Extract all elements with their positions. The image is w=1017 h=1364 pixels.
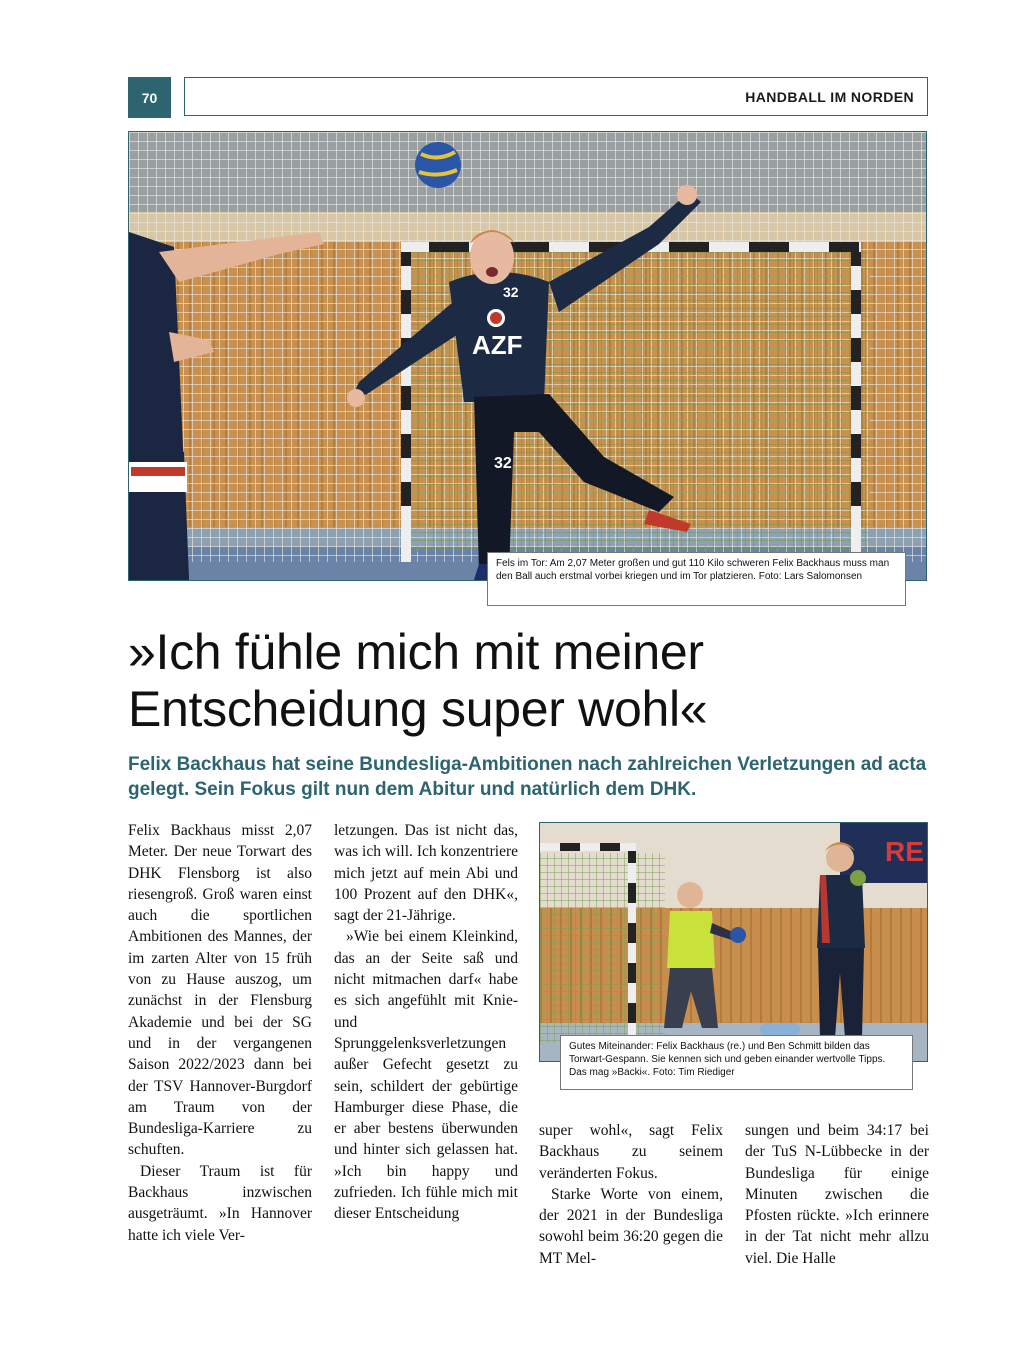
training-illustration bbox=[540, 823, 927, 1061]
article-column-4 bbox=[745, 1120, 929, 1269]
jersey-sponsor: AZF bbox=[472, 330, 523, 360]
article-column-2 bbox=[334, 820, 518, 1225]
secondary-photo bbox=[539, 822, 928, 1062]
article-subline: Felix Backhaus hat seine Bundesliga-Ambitionen nach zahlreichen Verletzungen ad acta gelegt. Sein Fokus gilt nun dem Abitur und natürlich dem DHK. bbox=[128, 754, 927, 800]
paragraph: Felix Backhaus misst 2,07 Meter. Der neue Torwart des DHK Flensborg ist also riesengroß. Groß waren einst auch die sportlichen Ambitionen des Mannes, der im zarten Alter von 15 früh von zu Hause auszog, um zunächst in der Flensburg Akademie und bei der SG und in der vergangenen Saison 2022/2023 dann bei der TSV Hannover-Burgdorf am Traum von der Bundesliga-Karriere zu schuften. bbox=[128, 822, 312, 1159]
handball-ball bbox=[415, 142, 461, 188]
paragraph: Starke Worte von einem, der 2021 in der Bundesliga sowohl beim 36:20 gegen die MT Mel- bbox=[539, 1185, 723, 1267]
paragraph: Dieser Traum ist für Backhaus inzwischen ausgeträumt. »In Hannover hatte ich viele Ver- bbox=[128, 1162, 312, 1244]
jersey-number: 32 bbox=[503, 284, 519, 300]
main-photo-caption: Fels im Tor: Am 2,07 Meter großen und gut 110 Kilo schweren Felix Backhaus muss man den Ball auch erstmal vorbei kriegen und im Tor platzieren. Foto: Lars Salomonsen bbox=[487, 552, 906, 606]
article-column-1 bbox=[128, 820, 312, 1246]
paragraph: »Wie bei einem Kleinkind, das an der Seite saß und nicht mitmachen darf« habe es sich angefühlt mit Knie- und Sprunggelenksverletzungen außer Gefecht gesetzt zu sein, schildert der gebürtige Hamburger diese Phase, die er aber bestens überwunden und hinter sich gelassen hat. »Ich bin happy und zufrieden. Ich fühle mich mit dieser Entscheidung bbox=[334, 928, 518, 1223]
paragraph: letzungen. Das ist nicht das, was ich will. Ich konzentriere mich jetzt auf mein Abi und 100 Prozent auf den DHK«, sagt der 21-Jährige. bbox=[334, 822, 518, 925]
goalkeeper-illustration bbox=[129, 132, 926, 580]
paragraph: sungen und beim 34:17 bei der TuS N-Lübbecke in der Bundesliga für einige Minuten zwischen die Pfosten rückte. »Ich erinnere in der Tat nicht mehr allzu viel. Die Halle bbox=[745, 1122, 929, 1267]
section-title: HANDBALL IM NORDEN bbox=[745, 88, 914, 105]
shorts-number: 32 bbox=[494, 455, 512, 472]
article-headline: »Ich fühle mich mit meiner Entscheidung super wohl« bbox=[128, 624, 708, 737]
secondary-photo-caption: Gutes Miteinander: Felix Backhaus (re.) und Ben Schmitt bilden das Torwart-Gespann. Sie kennen sich und geben einander wertvolle Tipps. Das mag »Backi«. Foto: Tim Riediger bbox=[560, 1035, 913, 1090]
section-header bbox=[184, 77, 928, 116]
main-photo bbox=[128, 131, 927, 581]
page-number: 70 bbox=[128, 77, 171, 118]
hall-banner-text: RE bbox=[885, 836, 924, 867]
paragraph: super wohl«, sagt Felix Backhaus zu seinem veränderten Fokus. bbox=[539, 1122, 723, 1182]
article-column-3 bbox=[539, 1120, 723, 1269]
